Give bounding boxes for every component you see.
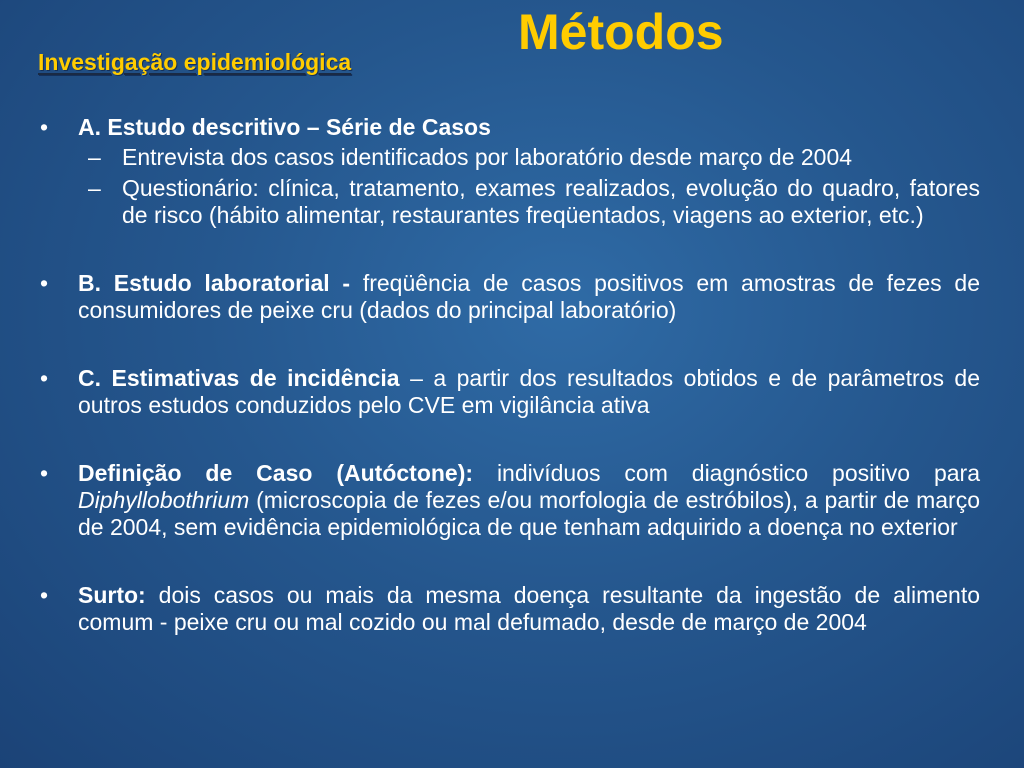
bullet-c-text: – a partir dos resultados obtidos e de parâmetros de outros estudos conduzidos pelo CVE em vigilância ativa: [78, 365, 980, 418]
bullet-dot: •: [40, 460, 49, 486]
slide-subtitle: Investigação epidemiológica: [38, 49, 352, 75]
bullet-e-text: dois casos ou mais da mesma doença resultante da ingestão de alimento comum - peixe cru ou mal cozido ou mal defumado, desde de março de 2004: [78, 582, 980, 635]
slide-body: [38, 114, 980, 636]
bullet-a-heading: A. Estudo descritivo – Série de Casos: [78, 114, 491, 140]
bullet-a-sub-2: [38, 175, 980, 229]
bullet-dot: •: [40, 114, 49, 140]
bullet-b: [38, 270, 980, 324]
bullet-c-heading: C. Estimativas de incidência: [78, 365, 400, 391]
bullet-c: [38, 365, 980, 419]
bullet-e-heading: Surto:: [78, 582, 146, 608]
bullet-a: [38, 114, 980, 141]
bullet-b-heading: B. Estudo laboratorial -: [78, 270, 351, 296]
sub-dash: –: [88, 144, 101, 170]
bullet-d-italic: Diphyllobothrium: [78, 487, 250, 513]
bullet-d-heading: Definição de Caso (Autóctone):: [78, 460, 474, 486]
bullet-b-text: freqüência de casos positivos em amostras de fezes de consumidores de peixe cru (dados do principal laboratório): [78, 270, 980, 323]
bullet-a-sub-1: [38, 144, 980, 171]
bullet-d-text-2: (microscopia de fezes e/ou morfologia de estróbilos), a partir de março de 2004, sem evidência epidemiológica de que tenham adquirido a doença no exterior: [78, 487, 980, 540]
bullet-dot: •: [40, 582, 49, 608]
sub-dash: –: [88, 175, 101, 201]
bullet-dot: •: [40, 270, 49, 296]
bullet-a-sub-1-text: Entrevista dos casos identificados por laboratório desde março de 2004: [122, 144, 853, 170]
bullet-d-text-1: indivíduos com diagnóstico positivo para: [473, 460, 980, 486]
bullet-dot: •: [40, 365, 49, 391]
bullet-d: [38, 460, 980, 541]
slide-title: Métodos: [518, 4, 724, 60]
bullet-e: [38, 582, 980, 636]
bullet-a-sub-2-text: Questionário: clínica, tratamento, exames realizados, evolução do quadro, fatores de risco (hábito alimentar, restaurantes freqüentados, viagens ao exterior, etc.): [122, 175, 980, 228]
